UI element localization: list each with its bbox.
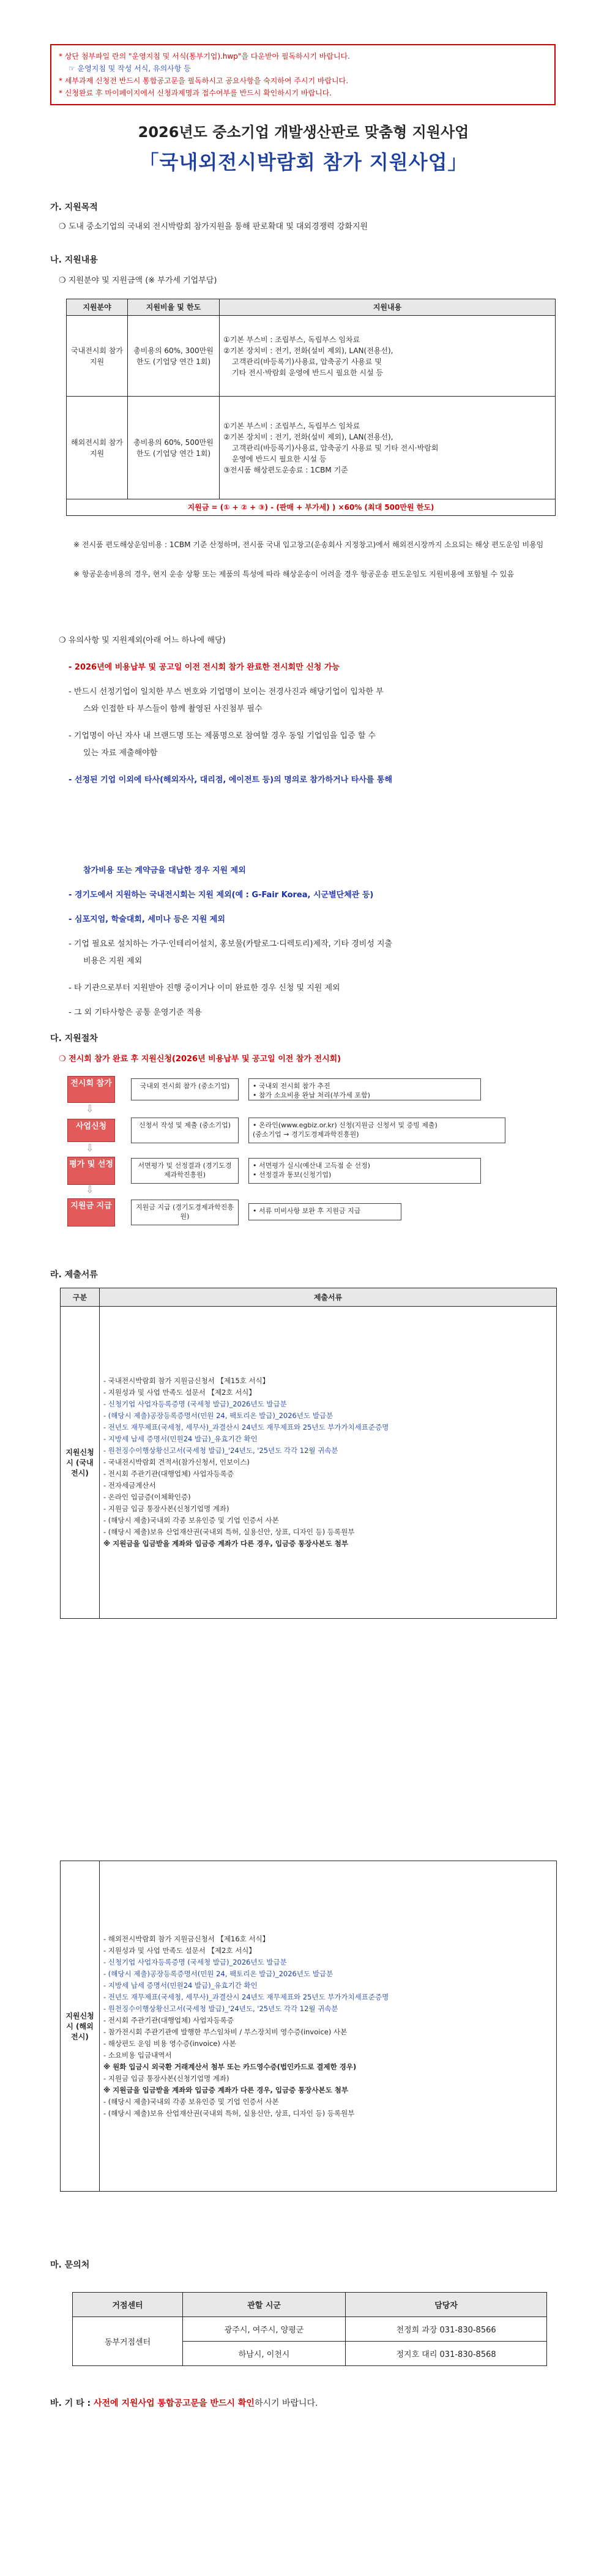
flow-step-1-right (248, 1078, 481, 1100)
notice-box (50, 44, 556, 105)
th-person: 담당자 (346, 2293, 547, 2317)
flow-step-2-head: 사업신청 (67, 1119, 115, 1142)
doc-item: - 전년도 재무제표(국세청, 세무사)_과결산시 24년도 재무제표와 25년도 부가가치세표준증명 (103, 1992, 389, 2001)
caution-item-6: - 경기도에서 지원하는 국내전시회는 지원 제외(예 : G-Fair Korea, 시군별단체관 등) (69, 890, 374, 900)
section-procedure-sub: ❍ 전시회 참가 완료 후 지원신청(2026년 비용납부 및 공고일 이전 참가 전시회) (59, 1055, 341, 1064)
th-field: 지원분야 (67, 299, 128, 316)
doc-item: - 전시회 주관기관(대행업체) 사업자등록증 (103, 1469, 234, 1478)
dom-doc-items (103, 1375, 553, 1550)
row2-content (220, 397, 556, 499)
caution-item-4: - 선정된 기업 이외에 타사(해외자사, 대리점, 에이전트 등)의 명의로 참가하거나 타사를 통해 (69, 775, 393, 785)
row2-content-5: ③전시품 해상편도운송료 : 1CBM 기준 (223, 465, 348, 474)
notice-line-3: * 세부과제 신청전 반드시 통합공고문을 필독하시고 공요사항을 숙지하여 주시기 바랍니다. (59, 77, 349, 85)
caution-item-9: - 타 기관으로부터 지원받아 진행 중이거나 이미 완료한 경우 신청 및 지원 제외 (69, 984, 340, 993)
row2-content-2: ②기본 장치비 : 전기, 전화(설비 제외), LAN(전용선), (223, 432, 393, 441)
doc-item: - 지원성과 및 사업 만족도 설문서 【제2호 서식】 (103, 1946, 256, 1955)
section-procedure-heading: 다. 지원절차 (50, 1034, 98, 1043)
th-documents: 제출서류 (100, 1288, 557, 1307)
doc-item: - (해당시 제출)국내외 각종 보유인증 및 기업 인증서 사본 (103, 1516, 279, 1525)
notice-line-2: ☞ 운영지침 및 작성 서식, 유의사항 등 (69, 64, 191, 73)
page-title-line-1: 2026년도 중소기업 개발생산판로 맞춤형 지원사업 (138, 124, 469, 141)
arrow-down-icon: ⇩ (86, 1103, 94, 1114)
flow-step-3-mid: 서면평가 및 선정결과 (경기도경제과학진흥원) (131, 1158, 239, 1184)
doc-item: - 소요비용 입금내역서 (103, 2050, 172, 2059)
notice-line-4: * 신청완료 후 마이페이지에서 신청과제명과 접수여부를 반드시 확인하시기 바랍니다. (59, 89, 332, 97)
doc-item: - 지원금 입금 통장사본(신청기업명 계좌) (103, 1504, 229, 1513)
arrow-down-icon: ⇩ (86, 1184, 94, 1195)
section-etc-suffix: 하시기 바랍니다. (254, 2399, 318, 2408)
caution-item-7: - 심포지엄, 학술대회, 세미나 등은 지원 제외 (69, 915, 225, 924)
doc-item: - 해외전시박람회 참가 지원금신청서 【제16호 서식】 (103, 1934, 270, 1943)
row1-rate: 총비용의 60%, 300만원 한도 (기업당 연간 1회) (128, 316, 220, 397)
section-purpose-heading: 가. 지원목적 (50, 203, 98, 212)
section-contact-heading: 마. 문의처 (50, 2260, 90, 2270)
note-2: ※ 항공운송비용의 경우, 현지 운송 상황 또는 제품의 특성에 따라 해상운송이 어려울 경우 항공운송 편도운임도 지원비용에 포함될 수 있음 (73, 570, 515, 578)
doc-item: ※ 원화 입금시 외국환 거래계산서 첨부 또는 카드영수증(법인카드로 결제한 경우) (103, 2062, 357, 2071)
contact-person-1: 천정희 과장 031-830-8566 (346, 2317, 547, 2342)
doc-item: - (해당시 제출)공장등록증명서(민원 24, 팩토리온 발급)_2026년도 발급분 (103, 1411, 333, 1420)
domestic-doc-list (100, 1307, 557, 1619)
caution-item-5: 참가비용 또는 계약금을 대납한 경우 지원 제외 (83, 866, 246, 875)
doc-item: - 지원금 입금 통장사본(신청기업명 계좌) (103, 2074, 229, 2083)
th-category: 구분 (61, 1288, 100, 1307)
doc-item: - 원천징수이행상황신고서(국세청 발급)_'24년도, '25년도 각각 12월 귀속분 (103, 1446, 338, 1455)
doc-item: - 국내전시박람회 참가 지원금신청서 【제15호 서식】 (103, 1376, 270, 1385)
th-rate: 지원비율 및 한도 (128, 299, 220, 316)
section-etc (50, 2397, 318, 2410)
doc-item: - (해당시 제출)공장등록증명서(민원 24, 팩토리온 발급)_2026년도 발급분 (103, 1969, 333, 1978)
caution-item-10: - 그 외 기타사항은 공통 운영기준 적용 (69, 1008, 202, 1017)
contact-area-2: 하남시, 이천시 (183, 2342, 346, 2366)
row2-content-4: 운영에 반드시 필요한 시설 등 (232, 454, 327, 463)
doc-item: - (해당시 제출)보유 산업재산권(국내외 특허, 실용신안, 상표, 디자인 등) 등록원부 (103, 1528, 355, 1536)
flow-step-3-right (248, 1158, 481, 1184)
doc-item: - 전년도 재무제표(국세청, 세무사)_과결산시 24년도 재무제표와 25년도 부가가치세표준증명 (103, 1423, 389, 1432)
doc-item: - 국내전시박람회 견적서(참가신청서, 인보이스) (103, 1458, 250, 1466)
doc-item: - 신청기업 사업자등록증명 (국세청 발급)_2026년도 발급분 (103, 1957, 287, 1966)
doc-item: ※ 지원금을 입금받을 계좌와 입금증 계좌가 다른 경우, 입금증 통장사본도 첨부 (103, 2085, 348, 2094)
th-center: 거점센터 (73, 2293, 183, 2317)
caution-item-2a: - 반드시 선정기업이 일치한 부스 번호와 기업명이 보이는 전경사진과 해당기업이 입차한 부 (69, 687, 384, 696)
caution-item-8b: 비용은 지원 제외 (83, 957, 143, 966)
domestic-label: 지원신청시 (국내전시) (61, 1307, 100, 1619)
section-purpose-text: ❍ 도내 중소기업의 국내외 전시박람회 참가지원을 통해 판로확대 및 대외경쟁력 강화지원 (59, 222, 368, 231)
row2-content-3: 고객관리(바등록기)사용료, 압축공기 사용료 및 기타 전시·박람회 (232, 443, 439, 452)
section-etc-red: 사전에 지원사업 통합공고문을 반드시 확인 (94, 2399, 255, 2408)
doc-item: - 지원성과 및 사업 만족도 설문서 【제2호 서식】 (103, 1388, 256, 1397)
doc-item: - 전시회 주관기관(대행업체) 사업자등록증 (103, 2015, 234, 2025)
contact-table (72, 2292, 547, 2366)
doc-item: - 원천징수이행상황신고서(국세청 발급)_'24년도, '25년도 각각 12월 귀속분 (103, 2004, 338, 2013)
contact-center: 동부거점센터 (73, 2317, 183, 2366)
caution-item-2b: 스와 인접한 타 부스들이 함께 촬영된 사진첨부 필수 (83, 704, 263, 714)
overseas-doc-list (100, 1861, 557, 2192)
caution-item-1: - 2026년에 비용납부 및 공고일 이전 전시회 참가 완료한 전시회만 신청 가능 (69, 663, 340, 672)
row1-content-3: 고객관리(바등록기)사용료, 압축공기 사용료 및 (232, 357, 382, 366)
caution-item-8a: - 기업 필요로 설치하는 가구·인테리어설치, 홍보물(카탈로그·디렉토리)제작, 기타 경비성 지출 (69, 939, 393, 949)
row1-content-4: 기타 전시·박람회 운영에 반드시 필요한 시설 등 (232, 368, 383, 377)
page-title-line-2: 「국내외전시박람회 참가 지원사업」 (139, 151, 468, 174)
doc-item: - 전자세금계산서 (103, 1481, 156, 1490)
ovs-doc-items (103, 1933, 553, 2119)
documents-table-overseas (60, 1861, 557, 2192)
doc-item: ※ 지원금을 입금받을 계좌와 입금증 계좌가 다른 경우, 입금증 통장사본도 첨부 (103, 1539, 348, 1548)
flow-step-1-head: 전시회 참가 (67, 1076, 115, 1103)
flow-step-2-right-2: (중소기업 → 경기도경제과학진흥원) (253, 1130, 359, 1138)
doc-item: - (해당시 제출)국내외 각종 보유인증 및 기업 인증서 사본 (103, 2097, 279, 2106)
overseas-label: 지원신청시 (해외전시) (61, 1861, 100, 2192)
caution-item-3b: 있는 자료 제출해야함 (83, 749, 158, 758)
section-etc-prefix: 바. 기 타 : (50, 2399, 94, 2408)
doc-item: - 해상편도 운임 비용 영수증(invoice) 사본 (103, 2039, 236, 2048)
row2-content-1: ①기본 부스비 : 조립부스, 독립부스 임차료 (223, 421, 360, 430)
note-1: ※ 전시품 편도해상운임비용 : 1CBM 기준 산정하며, 전시품 국내 입고창고(운송회사 지정창고)에서 해외전시장까지 소요되는 해상 편도운임 비용임 (73, 540, 544, 549)
section-content-sub: ❍ 지원분야 및 지원금액 (※ 부가세 기업부담) (59, 276, 217, 285)
row1-content (220, 316, 556, 397)
formula-row: 지원금 = (① + ② + ③) - (판매 + 부가세) ) ×60% (최대 500만원 한도) (67, 499, 556, 516)
notice-line-1: * 상단 첨부파일 란의 "운영지침 및 서식(통부기업).hwp"을 다운받아 필독하시기 바랍니다. (59, 52, 350, 61)
flow-step-3-right-1: • 서면평가 실시(예산내 고득점 순 선정) (253, 1162, 370, 1170)
doc-item: - 참가전시회 주관기관에 발행한 부스임차비 / 부스장치비 영수증(invoice) 사본 (103, 2027, 348, 2036)
row1-content-2: ②기본 장치비 : 전기, 전화(설비 제외), LAN(전용선), (223, 346, 393, 355)
flow-step-2-right-1: • 온라인(www.egbiz.or.kr) 신청(지원금 신청서 및 증빙 제출) (253, 1121, 438, 1129)
row1-field: 국내전시회 참가 지원 (67, 316, 128, 397)
flow-step-1-mid: 국내외 전시회 참가 (중소기업) (131, 1078, 239, 1100)
flow-step-2-right (248, 1118, 505, 1143)
caution-item-3a: - 기업명이 아닌 자사 내 브랜드명 또는 제품명으로 참여할 경우 동일 기업임을 입증 할 수 (69, 731, 376, 741)
th-content: 지원내용 (220, 299, 556, 316)
doc-item: - (해당시 제출)보유 산업재산권(국내외 특허, 실용신안, 상표, 디자인 등) 등록원부 (103, 2108, 355, 2118)
caution-heading: ❍ 유의사항 및 지원제외(아래 어느 하나에 해당) (59, 636, 226, 645)
doc-item: - 신청기업 사업자등록증명 (국세청 발급)_2026년도 발급분 (103, 1400, 287, 1408)
flow-step-1-right-1: • 국내외 전시회 참가 추진 (253, 1082, 330, 1090)
doc-item: - 온라인 입금증(이체확인증) (103, 1493, 191, 1501)
flow-step-3-head: 평가 및 선정 (67, 1157, 115, 1185)
documents-table-domestic (60, 1288, 557, 1619)
row1-content-1: ①기본 부스비 : 조립부스, 독립부스 임차료 (223, 335, 360, 344)
flow-step-4-head: 지원금 지급 (67, 1198, 115, 1226)
flow-step-1-right-2: • 참가 소요비용 완납 처리(부가세 포함) (253, 1091, 370, 1099)
arrow-down-icon: ⇩ (86, 1142, 94, 1154)
section-documents-heading: 라. 제출서류 (50, 1270, 98, 1280)
doc-item: - 지방세 납세 증명서(민원24 발급)_유효기간 확인 (103, 1981, 258, 1990)
row2-rate: 총비용의 60%, 500만원 한도 (기업당 연간 1회) (128, 397, 220, 499)
row2-field: 해외전시회 참가 지원 (67, 397, 128, 499)
flow-step-4-mid: 지원금 지급 (경기도경제과학진흥원) (131, 1200, 239, 1225)
flow-step-4-right: • 서류 미비사항 보완 후 지원금 지급 (248, 1203, 401, 1220)
flow-step-3-right-2: • 선정결과 통보(신청기업) (253, 1171, 332, 1179)
flow-step-2-mid: 신청서 작성 및 제출 (중소기업) (131, 1118, 239, 1143)
section-content-heading: 나. 지원내용 (50, 255, 98, 265)
support-table (66, 299, 556, 516)
contact-area-1: 광주시, 여주시, 양평군 (183, 2317, 346, 2342)
doc-item: - 지방세 납세 증명서(민원24 발급)_유효기간 확인 (103, 1435, 258, 1443)
th-area: 관할 시군 (183, 2293, 346, 2317)
contact-person-2: 정지호 대리 031-830-8568 (346, 2342, 547, 2366)
